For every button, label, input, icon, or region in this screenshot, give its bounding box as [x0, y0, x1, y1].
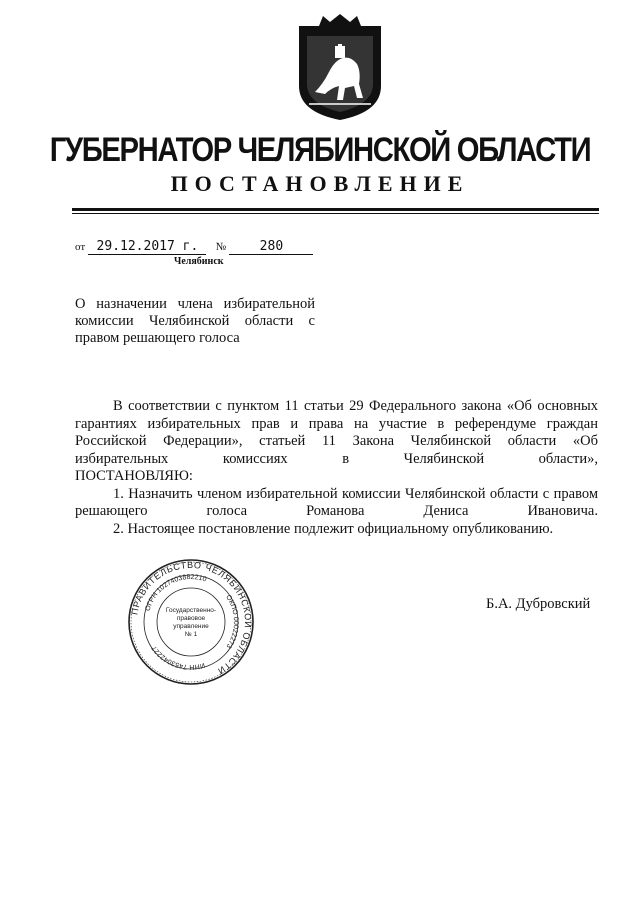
body-paragraph-item-1: 1. Назначить членом избирательной комиссии Челябинской области с правом решающего голоса Романова Дениса Ивановича. [75, 485, 598, 519]
stamp-okpo: ОКПО 00022273 [224, 594, 240, 650]
document-number: 280 [229, 239, 313, 255]
document-date: 29.12.2017 г. [88, 239, 206, 255]
document-subject: О назначении члена избирательной комиссии Челябинской области с правом решающего голоса [75, 296, 315, 346]
stamp-inn: ИНН 7453042227 [150, 644, 206, 671]
number-sign: № [215, 241, 227, 253]
body-paragraph-item-2: 2. Настоящее постановление подлежит официальному опубликованию. [113, 520, 554, 537]
date-prefix: от [75, 241, 86, 253]
coat-of-arms-emblem [297, 14, 383, 122]
stamp-center-line-1: Государственно- [165, 607, 217, 614]
stamp-center-line-2: правовое [176, 615, 206, 622]
body-paragraph-preamble: В соответствии с пунктом 11 статьи 29 Федерального закона «Об основных гарантиях избирательных прав и права на участие в референдуме граждан Российской Федерации», статьей 11 Закона Челябинской области «Об избирательных комиссиях в Челябинской области», [75, 398, 598, 467]
stamp-ring-text: ПРАВИТЕЛЬСТВО ЧЕЛЯБИНСКОЙ ОБЛАСТИ [129, 559, 254, 677]
date-number-row [75, 238, 313, 255]
stamp-ogrn: ОГРН 1027403882210 [144, 573, 208, 612]
svg-text:ОКПО 00022273 [224, 594, 239, 649]
city-name: Челябинск [174, 256, 224, 267]
stamp-center-line-3: управление [173, 623, 209, 630]
header-divider-thin [72, 213, 599, 214]
official-stamp [126, 557, 256, 687]
stamp-center-line-4: № 1 [184, 631, 198, 638]
document-type: ПОСТАНОВЛЕНИЕ [170, 171, 470, 196]
body-paragraph-decree: ПОСТАНОВЛЯЮ: [75, 468, 193, 484]
document-body [75, 398, 598, 538]
signer-name: Б.А. Дубровский [486, 596, 591, 612]
header-divider-thick [72, 208, 599, 211]
svg-text:ИНН 7453042227 [151, 644, 206, 670]
issuer-title: ГУБЕРНАТОР ЧЕЛЯБИНСКОЙ ОБЛАСТИ [49, 131, 591, 169]
